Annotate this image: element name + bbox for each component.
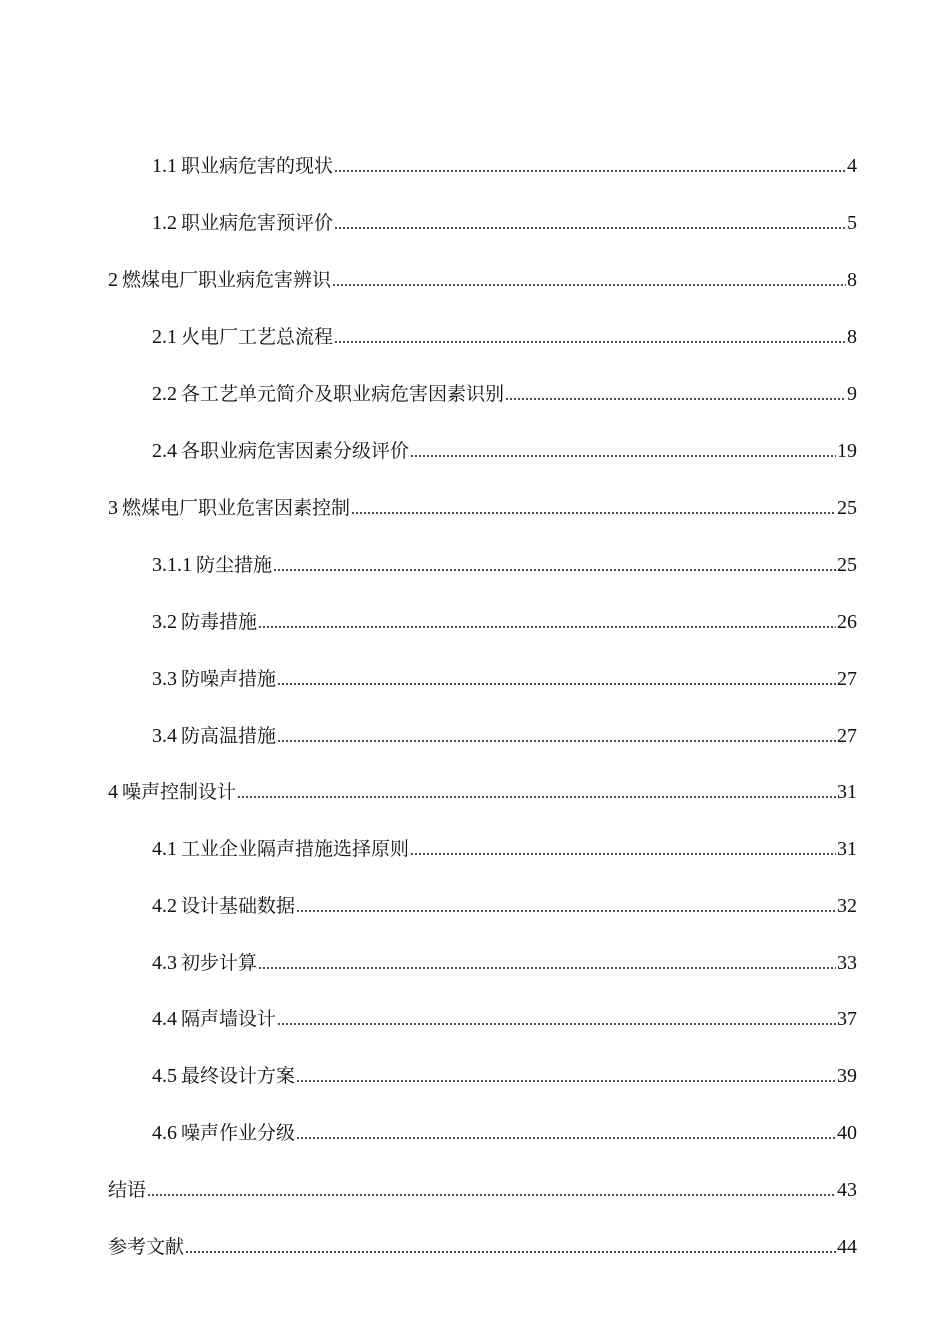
toc-entry-page: 39 <box>837 1065 857 1087</box>
toc-entry-page: 27 <box>837 725 857 747</box>
toc-entry-number: 4.3 <box>152 952 177 974</box>
dot-leader <box>237 794 836 800</box>
dot-leader <box>296 1078 836 1084</box>
toc-entry-page: 8 <box>847 269 857 291</box>
toc-entry-title: 最终设计方案 <box>181 1065 296 1087</box>
dot-leader <box>296 1135 836 1141</box>
toc-entry-title: 结语 <box>108 1179 147 1201</box>
dot-leader <box>332 282 846 288</box>
toc-entry-4-3[interactable] <box>152 949 857 977</box>
toc-entry-title: 隔声墙设计 <box>181 1008 277 1030</box>
toc-entry-title: 防尘措施 <box>196 554 273 576</box>
toc-entry-title: 燃煤电厂职业病危害辨识 <box>122 269 332 291</box>
toc-entry-number: 3.3 <box>152 668 177 690</box>
toc-entry-title: 设计基础数据 <box>181 895 296 917</box>
toc-entry-page: 37 <box>837 1008 857 1030</box>
dot-leader <box>277 738 836 744</box>
toc-entry-number: 1.2 <box>152 212 177 234</box>
toc-entry-number: 3.1.1 <box>152 554 192 576</box>
toc-entry-number: 2 <box>108 269 118 291</box>
dot-leader <box>334 225 846 231</box>
toc-entry-page: 26 <box>837 611 857 633</box>
toc-entry-page: 31 <box>837 838 857 860</box>
toc-entry-2-4[interactable] <box>152 437 857 465</box>
toc-entry-title: 火电厂工艺总流程 <box>181 326 334 348</box>
toc-entry-page: 40 <box>837 1122 857 1144</box>
toc-entry-page: 19 <box>837 440 857 462</box>
toc-entry-4-4[interactable] <box>152 1005 857 1033</box>
toc-entry-title: 防高温措施 <box>181 725 277 747</box>
toc-entry-4-6[interactable] <box>152 1119 857 1147</box>
dot-leader <box>258 965 836 971</box>
toc-entry-title: 各工艺单元简介及职业病危害因素识别 <box>181 383 505 405</box>
toc-entry-title: 燃煤电厂职业危害因素控制 <box>122 497 351 519</box>
toc-entry-page: 33 <box>837 952 857 974</box>
toc-entry-number: 2.1 <box>152 326 177 348</box>
dot-leader <box>351 510 836 516</box>
toc-entry-3-3[interactable] <box>152 665 857 693</box>
dot-leader <box>185 1249 836 1255</box>
dot-leader <box>505 396 846 402</box>
dot-leader <box>277 681 836 687</box>
toc-entry-3-2[interactable] <box>152 608 857 636</box>
toc-entry-number: 3.2 <box>152 611 177 633</box>
toc-entry-2-2[interactable] <box>152 380 857 408</box>
dot-leader <box>258 624 836 630</box>
toc-entry-page: 8 <box>847 326 857 348</box>
toc-entry-1-1[interactable] <box>152 152 857 180</box>
toc-entry-page: 27 <box>837 668 857 690</box>
toc-entry-number: 3.4 <box>152 725 177 747</box>
toc-entry-3-1-1[interactable] <box>152 551 857 579</box>
toc-entry-page: 25 <box>837 497 857 519</box>
dot-leader <box>277 1021 836 1027</box>
toc-entry-number: 3 <box>108 497 118 519</box>
toc-entry-number: 4.4 <box>152 1008 177 1030</box>
toc-entry-number: 4.6 <box>152 1122 177 1144</box>
toc-entry-title: 工业企业隔声措施选择原则 <box>181 838 410 860</box>
toc-entry-3[interactable] <box>108 494 857 522</box>
toc-entry-page: 5 <box>847 212 857 234</box>
dot-leader <box>410 851 836 857</box>
toc-entry-page: 25 <box>837 554 857 576</box>
toc-entry-page: 4 <box>847 155 857 177</box>
dot-leader <box>273 567 836 573</box>
toc-entry-page: 44 <box>837 1236 857 1258</box>
toc-entry-title: 参考文献 <box>108 1236 185 1258</box>
toc-entry-number: 4.1 <box>152 838 177 860</box>
toc-entry-page: 43 <box>837 1179 857 1201</box>
toc-entry-4[interactable] <box>108 778 857 806</box>
dot-leader <box>334 339 846 345</box>
dot-leader <box>296 908 836 914</box>
toc-entry-title: 噪声作业分级 <box>181 1122 296 1144</box>
toc-entry-2[interactable] <box>108 266 857 294</box>
toc-entry-number: 4.2 <box>152 895 177 917</box>
dot-leader <box>147 1192 836 1198</box>
toc-entry-1-2[interactable] <box>152 209 857 237</box>
toc-entry-title: 防噪声措施 <box>181 668 277 690</box>
toc-entry-conclusion[interactable] <box>108 1176 857 1204</box>
toc-entry-3-4[interactable] <box>152 722 857 750</box>
toc-entry-references[interactable] <box>108 1233 857 1261</box>
toc-entry-title: 防毒措施 <box>181 611 258 633</box>
toc-entry-title: 职业病危害预评价 <box>181 212 334 234</box>
toc-entry-4-1[interactable] <box>152 835 857 863</box>
toc-entry-number: 4 <box>108 781 118 803</box>
toc-entry-page: 32 <box>837 895 857 917</box>
toc-entry-number: 1.1 <box>152 155 177 177</box>
toc-entry-number: 4.5 <box>152 1065 177 1087</box>
toc-entry-title: 职业病危害的现状 <box>181 155 334 177</box>
toc-entry-page: 31 <box>837 781 857 803</box>
toc-entry-number: 2.4 <box>152 440 177 462</box>
dot-leader <box>410 453 836 459</box>
toc-entry-2-1[interactable] <box>152 323 857 351</box>
toc-entry-title: 各职业病危害因素分级评价 <box>181 440 410 462</box>
toc-entry-4-2[interactable] <box>152 892 857 920</box>
toc-entry-title: 噪声控制设计 <box>122 781 237 803</box>
toc-entry-title: 初步计算 <box>181 952 258 974</box>
toc-entry-number: 2.2 <box>152 383 177 405</box>
toc-entry-page: 9 <box>847 383 857 405</box>
toc-entry-4-5[interactable] <box>152 1062 857 1090</box>
dot-leader <box>334 168 846 174</box>
